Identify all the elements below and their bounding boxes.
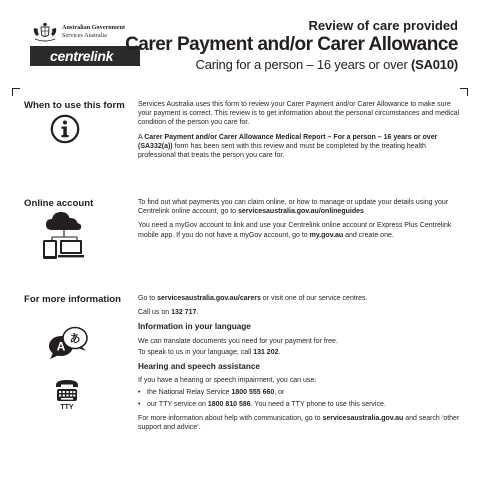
text-run: To speak to us in your language, call bbox=[138, 348, 254, 356]
section-body-online bbox=[138, 198, 462, 245]
language-paragraph-2 bbox=[138, 348, 462, 357]
section-title-more: For more information bbox=[24, 294, 122, 305]
form-eyebrow: Review of care provided bbox=[308, 18, 458, 33]
communication-paragraph bbox=[138, 414, 462, 432]
phone-number-language: 131 202 bbox=[253, 348, 279, 356]
mygov-link[interactable]: my.gov.au bbox=[309, 231, 344, 239]
info-icon bbox=[50, 114, 80, 144]
department-name: Services Australia bbox=[62, 32, 107, 39]
online-guides-link[interactable]: servicesaustralia.gov.au/onlineguides bbox=[238, 208, 364, 216]
text-run: . bbox=[196, 309, 199, 317]
form-subtitle bbox=[196, 57, 459, 72]
text-run: or visit one of our service centres. bbox=[260, 295, 368, 302]
centrelink-logo: centrelink bbox=[50, 48, 114, 64]
page-header bbox=[0, 0, 480, 80]
text-run: form has been sent with this review and must be completed by the treating health professional that treats the person you care for. bbox=[138, 142, 426, 160]
text-run: A bbox=[138, 133, 145, 141]
language-icon-latin-glyph: A bbox=[56, 339, 66, 354]
carers-link[interactable]: servicesaustralia.gov.au/carers bbox=[157, 295, 261, 302]
subheading-hearing: Hearing and speech assistance bbox=[138, 362, 260, 372]
text-run: Go to bbox=[138, 295, 158, 302]
text-run: You need a myGov account to link and use your Centrelink online account or Express Plus Centrelink mobile app. If you do not have a myGov account, go to bbox=[138, 222, 452, 239]
phone-number-main: 132 717 bbox=[171, 309, 197, 317]
form-code: (SA010) bbox=[410, 57, 458, 72]
text-run: our TTY service on bbox=[147, 400, 208, 408]
form-title: Carer Payment and/or Carer Allowance bbox=[125, 34, 458, 55]
online-paragraph-1 bbox=[138, 198, 462, 216]
corner-bracket-right bbox=[460, 88, 468, 96]
online-paragraph-2 bbox=[138, 221, 462, 239]
phone-number-tty: 1800 810 586 bbox=[207, 400, 251, 408]
more-paragraph-1 bbox=[138, 294, 462, 303]
tty-icon-label: TTY bbox=[60, 404, 74, 410]
text-run: the National Relay Service bbox=[147, 389, 232, 397]
coat-of-arms-icon bbox=[32, 22, 58, 44]
form-subtitle-text: Caring for a person – 16 years or over bbox=[195, 57, 411, 72]
text-run: . bbox=[278, 348, 281, 356]
hearing-intro: If you have a hearing or speech impairment, you can use: bbox=[138, 377, 317, 385]
when-paragraph-1: Services Australia uses this form to review your Carer Payment and/or Carer Allowance to make sure your payment is correct. This review is to get information about the personal circumstances and medical condition of the person you care for. bbox=[138, 101, 460, 127]
list-item bbox=[138, 388, 462, 397]
more-paragraph-2 bbox=[138, 308, 462, 317]
section-body-when bbox=[138, 100, 462, 165]
text-run: and search ‘other support and advice’. bbox=[138, 414, 460, 432]
text-run: . You need a TTY phone to use this service. bbox=[250, 400, 386, 408]
text-run: For more information about help with communication, go to bbox=[138, 414, 323, 422]
government-wordmark bbox=[62, 24, 125, 40]
language-paragraph-1: We can translate documents you need for your payment for free. bbox=[138, 337, 338, 345]
subheading-language: Information in your language bbox=[138, 322, 251, 332]
government-name: Australian Government bbox=[62, 24, 126, 31]
list-item bbox=[138, 400, 462, 409]
text-run: , or bbox=[274, 389, 285, 397]
medical-report-form-name: Carer Payment and/or Carer Allowance Medical Report – For a person – 16 years or over (SA332(a)) bbox=[138, 133, 438, 150]
when-paragraph-2 bbox=[138, 133, 462, 161]
corner-bracket-left bbox=[12, 88, 20, 96]
phone-number-relay: 1800 555 660 bbox=[231, 389, 275, 397]
hearing-options-list bbox=[138, 388, 462, 408]
section-title-online: Online account bbox=[24, 198, 94, 209]
text-run: To find out what payments you can claim online, or how to manage or update your details using your Centrelink online account, go to bbox=[138, 199, 449, 216]
tty-phone-icon bbox=[54, 378, 80, 410]
text-run: Call us on bbox=[138, 309, 172, 317]
cloud-devices-icon bbox=[38, 210, 90, 260]
section-body-more bbox=[138, 294, 462, 437]
section-title-when: When to use this form bbox=[24, 100, 125, 111]
language-icon bbox=[46, 326, 90, 360]
language-icon-kana-glyph: あ bbox=[69, 332, 81, 345]
text-run: and create one. bbox=[343, 231, 394, 239]
services-australia-link[interactable]: servicesaustralia.gov.au bbox=[322, 414, 404, 422]
